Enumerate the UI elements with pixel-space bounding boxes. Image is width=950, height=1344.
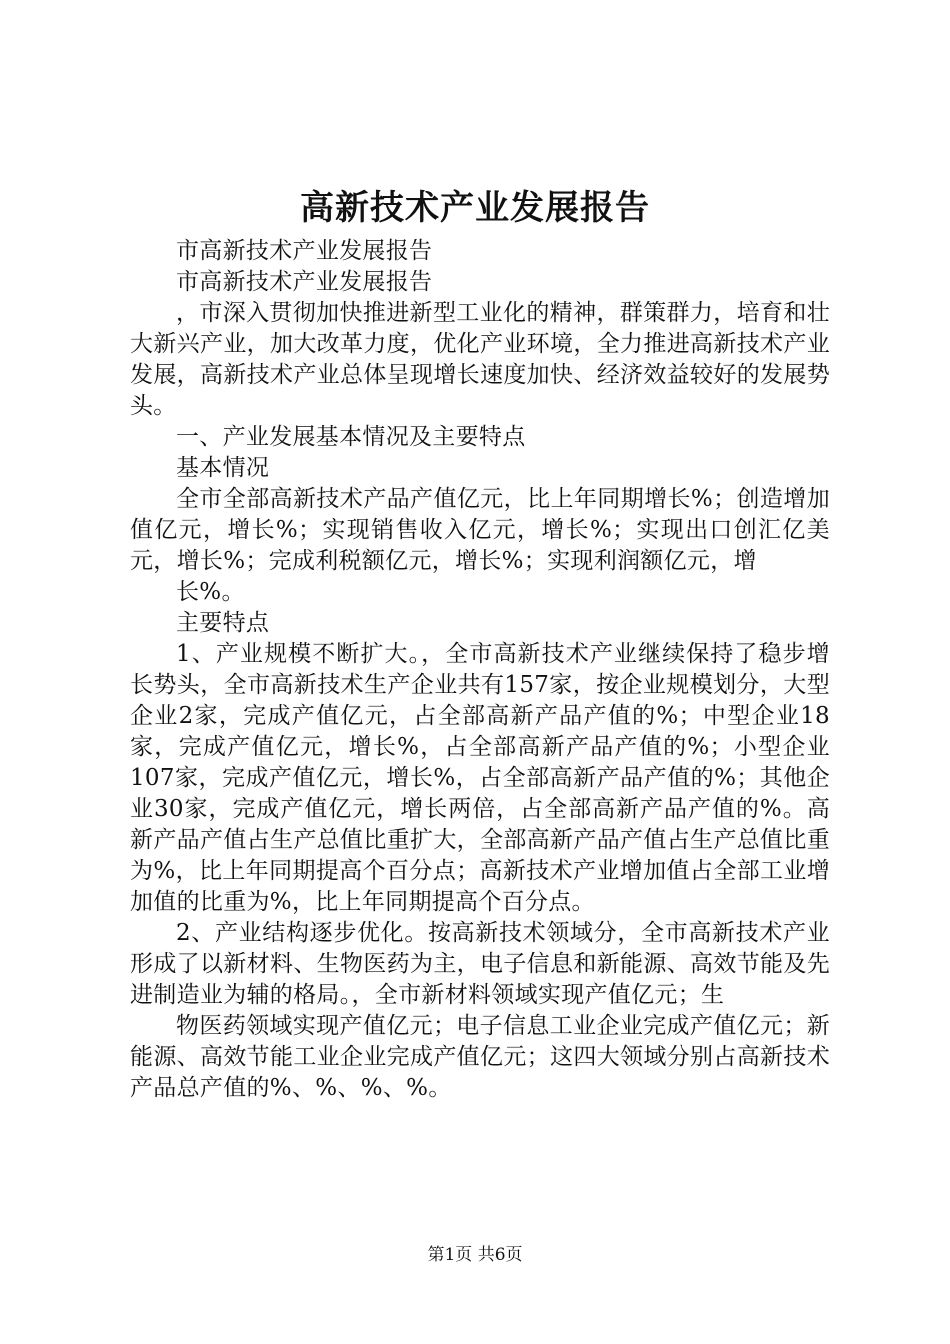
paragraph-basic-info: 全市全部高新技术产品产值亿元，比上年同期增长%；创造增加值亿元，增长%；实现销售收入亿元，增长%；实现出口创汇亿美元，增长%；完成利税额亿元，增长%；实现利润额亿元，增: [130, 486, 830, 574]
paragraph-intro: ，市深入贯彻加快推进新型工业化的精神，群策群力，培育和壮大新兴产业，加大改革力度，优化产业环境，全力推进高新技术产业发展，高新技术产业总体呈现增长速度加快、经济效益较好的发展势头。: [130, 300, 830, 419]
document-title: 高新技术产业发展报告: [300, 188, 650, 228]
paragraph-basic-info-cont: 长%。: [176, 579, 245, 605]
paragraph-subtitle-2: 市高新技术产业发展报告: [176, 269, 433, 295]
section-heading-1: 一、产业发展基本情况及主要特点: [176, 424, 526, 450]
paragraph-feature-2: 2、产业结构逐步优化。按高新技术领域分，全市高新技术产业形成了以新材料、生物医药为主，电子信息和新能源、高效节能及先进制造业为辅的格局。，全市新材料领域实现产值亿元；生: [130, 920, 830, 1008]
paragraph-feature-1: 1、产业规模不断扩大。，全市高新技术产业继续保持了稳步增长势头，全市高新技术生产企业共有157家，按企业规模划分，大型企业2家，完成产值亿元，占全部高新产品产值的%；中型企业18家，完成产值亿元，增长%，占全部高新产品产值的%；小型企业107家，完成产值亿元，增长%，占全部高新产品产值的%；其他企业30家，完成产值亿元，增长两倍，占全部高新产品产值的%。高新产品产值占生产总值比重扩大，全部高新产品产值占生产总值比重为%，比上年同期提高个百分点；高新技术产业增加值占全部工业增加值的比重为%，比上年同期提高个百分点。: [130, 641, 830, 915]
paragraph-feature-2-cont: 物医药领域实现产值亿元；电子信息工业企业完成产值亿元；新能源、高效节能工业企业完成产值亿元；这四大领域分别占高新技术产品总产值的%、%、%、%。: [130, 1013, 830, 1101]
page-footer: 第1页 共6页: [427, 1245, 523, 1265]
document-body: [130, 236, 830, 1104]
paragraph-subtitle-1: 市高新技术产业发展报告: [176, 238, 433, 264]
subheading-main-features: 主要特点: [176, 610, 270, 636]
subheading-basic-info: 基本情况: [176, 455, 270, 481]
